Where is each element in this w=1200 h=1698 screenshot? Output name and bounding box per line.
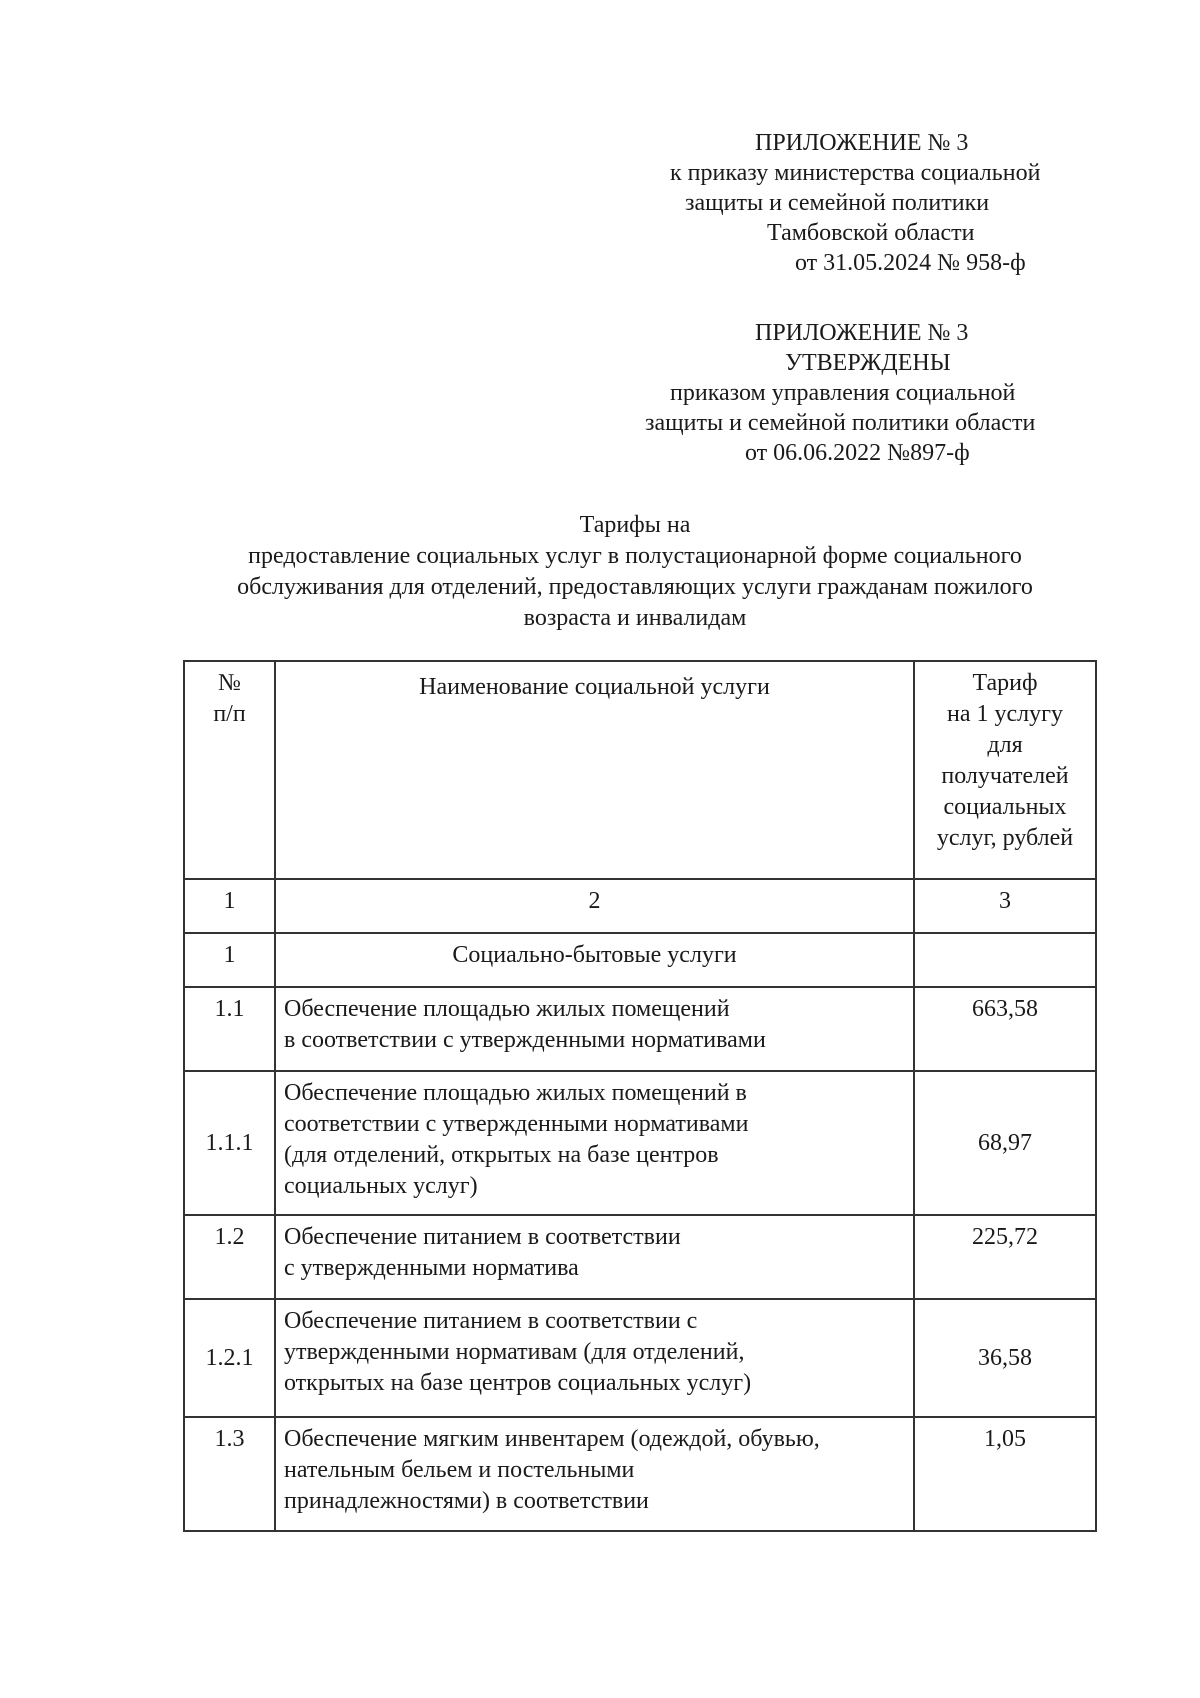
appendix-previous-line: от 06.06.2022 №897-ф	[745, 440, 970, 466]
section-name: Социально-бытовые услуги	[275, 933, 914, 987]
appendix-previous-line: защиты и семейной политики области	[645, 410, 1036, 436]
row-name-line: нательным бельем и постельными	[284, 1457, 635, 1483]
appendix-current-header	[600, 128, 1100, 278]
appendix-previous-line: УТВЕРЖДЕНЫ	[785, 350, 951, 376]
row-name-line: с утвержденными норматива	[284, 1255, 579, 1281]
row-tariff: 225,72	[914, 1215, 1096, 1299]
row-tariff: 663,58	[914, 987, 1096, 1071]
table-header-row	[184, 661, 1096, 879]
row-name-line: социальных услуг)	[284, 1173, 478, 1199]
column-number: 3	[914, 879, 1096, 933]
row-name-line: Обеспечение питанием в соответствии с	[284, 1308, 698, 1334]
row-name	[275, 987, 914, 1071]
appendix-current-line: Тамбовской области	[767, 220, 975, 246]
row-tariff: 68,97	[914, 1071, 1096, 1215]
document-title	[180, 510, 1090, 634]
row-num: 1.2	[184, 1215, 275, 1299]
row-name-line: Обеспечение мягким инвентарем (одеждой, обувью,	[284, 1426, 820, 1452]
table-row	[184, 1299, 1096, 1417]
row-name-line: принадлежностями) в соответствии	[284, 1488, 649, 1514]
row-name-line: соответствии с утвержденными нормативами	[284, 1111, 749, 1137]
row-name	[275, 1071, 914, 1215]
appendix-previous-header	[600, 318, 1100, 468]
column-number: 1	[184, 879, 275, 933]
appendix-current-line: к приказу министерства социальной	[670, 160, 1041, 186]
column-number-row	[184, 879, 1096, 933]
table-row	[184, 1071, 1096, 1215]
appendix-current-line: защиты и семейной политики	[685, 190, 990, 216]
header-tariff: Тариф на 1 услугу для получателей социальных услуг, рублей	[914, 661, 1096, 879]
title-line: Тарифы на	[579, 512, 691, 538]
row-num: 1.1.1	[184, 1071, 275, 1215]
row-num: 1.1	[184, 987, 275, 1071]
title-line: предоставление социальных услуг в полустационарной форме социального	[248, 543, 1022, 569]
header-name: Наименование социальной услуги	[275, 661, 914, 879]
row-name-line: (для отделений, открытых на базе центров	[284, 1142, 719, 1168]
row-name-line: Обеспечение площадью жилых помещений	[284, 996, 730, 1022]
row-name-line: в соответствии с утвержденными нормативами	[284, 1027, 766, 1053]
row-name-line: Обеспечение площадью жилых помещений в	[284, 1080, 747, 1106]
row-name	[275, 1215, 914, 1299]
row-name-line: открытых на базе центров социальных услуг)	[284, 1370, 752, 1396]
row-tariff: 36,58	[914, 1299, 1096, 1417]
section-tariff	[914, 933, 1096, 987]
row-name-line: утвержденными нормативам (для отделений,	[284, 1339, 745, 1365]
table-row	[184, 987, 1096, 1071]
tariffs-table	[183, 660, 1097, 1532]
appendix-previous-line: ПРИЛОЖЕНИЕ № 3	[755, 320, 969, 346]
row-num: 1.2.1	[184, 1299, 275, 1417]
header-num: № п/п	[184, 661, 275, 879]
table-row	[184, 1215, 1096, 1299]
row-name-line: Обеспечение питанием в соответствии	[284, 1224, 681, 1250]
section-row	[184, 933, 1096, 987]
title-line: обслуживания для отделений, предоставляющих услуги гражданам пожилого	[237, 574, 1033, 600]
appendix-current-line: ПРИЛОЖЕНИЕ № 3	[755, 130, 969, 156]
table-row	[184, 1417, 1096, 1531]
column-number: 2	[275, 879, 914, 933]
row-num: 1.3	[184, 1417, 275, 1531]
title-line: возраста и инвалидам	[523, 605, 747, 631]
appendix-current-line: от 31.05.2024 № 958-ф	[795, 250, 1026, 276]
section-num: 1	[184, 933, 275, 987]
row-tariff: 1,05	[914, 1417, 1096, 1531]
row-name	[275, 1299, 914, 1417]
appendix-previous-line: приказом управления социальной	[670, 380, 1016, 406]
row-name	[275, 1417, 914, 1531]
